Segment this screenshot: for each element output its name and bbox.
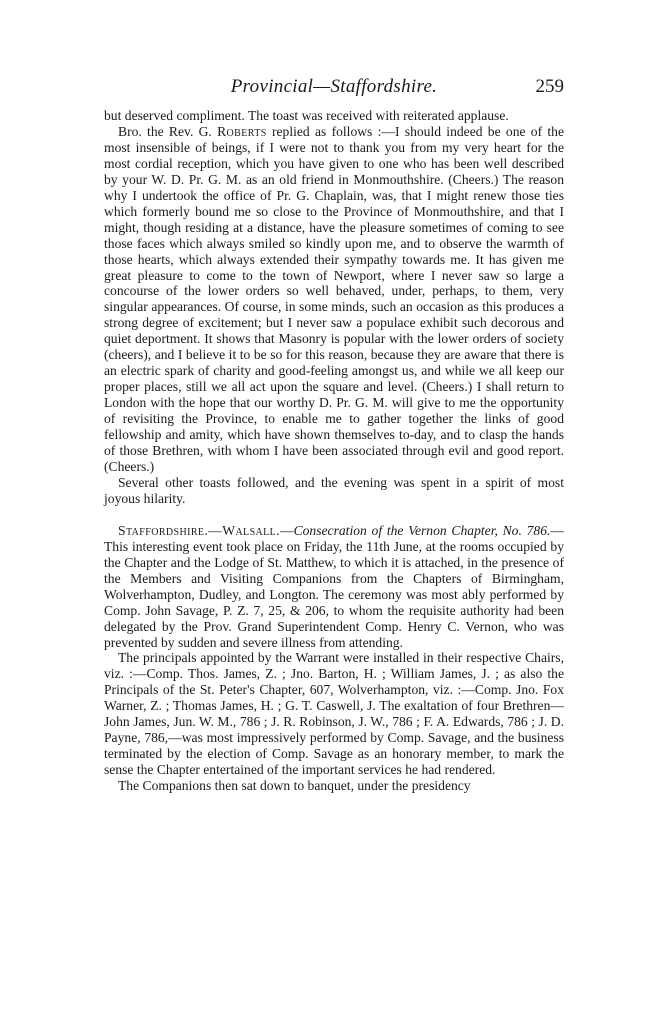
paragraph-principals: The principals appointed by the Warrant were installed in their respective Chairs, viz. :—Comp. Thos. James, Z. ; Jno. Barton, H. ; William James, J. ; as also the Principals of the St. Peter's Chapter, 607, Wolverhampton, viz. :—Comp. Jno. Fox Warner, Z. ; Thomas James, H. ; G. T. Caswell, J. The exaltation of four Brethren—John James, Jun. W. M., 786 ; J. R. Robinson, J. W., 786 ; F. A. Edwards, 786 ; J. D. Payne, 786,—was most impressively performed by Comp. Savage, and the business terminated by the election of Comp. Savage as an honorary member, to mark the sense the Chapter entertained of the important services he had rendered. [104,650,564,778]
section-place-heading: Staffordshire.—Walsall. [118,522,280,538]
running-head [104,76,564,100]
section-dash: — [279,522,294,538]
section-text: —This interesting event took place on Friday, the 11th June, at the rooms occupied by the Chapter and the Lodge of St. Matthew, to which it is attached, in the presence of the Members and Visiting Companions from the Chapters of Birmingham, Wolverhampton, Dudley, and Longton. The ceremony was most ably performed by Comp. John Savage, P. Z. 7, 25, & 206, to whom the requisite authority had been delegated by the Prov. Grand Superintendent Comp. Henry C. Vernon, who was prevented by sudden and severe illness from attending. [104,522,564,650]
paragraph-other-toasts: Several other toasts followed, and the evening was spent in a spirit of most joyous hilarity. [104,474,564,506]
speaker-name: Roberts [217,123,267,139]
speech-text: replied as follows :—I should indeed be one of the most insensible of beings, if I were not to thank you from my very heart for the most cordial reception, which you have given to one who has been well described by your W. D. Pr. G. M. as an old friend in Monmouthshire. (Cheers.) The reason why I undertook the office of Pr. G. Chaplain, was, that I might renew those ties which formerly bound me so close to the Province of Monmouthshire, and that I might, though residing at a distance, have the pleasure sometimes of coming to see those faces which always smiled so kindly upon me, and to observe the warmth of those hearts, which always extended their sympathy towards me. It has given me great pleasure to come to the town of Newport, where I never saw so large a concourse of the lower orders so well behaved, under, perhaps, to them, very singular appearances. Of course, in some minds, such an occasion as this produces a strong degree of excitement; but I never saw a populace exhibit such decorous and quiet deportment. It shows that Masonry is popular with the lower orders of society (cheers), and I believe it to be so for this reason, because they are aware that there is an electric spark of charity and good-feeling amongst us, and while we all keep our proper places, still we all act upon the square and level. (Cheers.) I shall return to London with the hope that our worthy D. Pr. G. M. will give to me the opportunity of revisiting the Province, to enable me to gather together the links of good fellowship and amity, which have shown themselves to-day, and to clasp the hands of those Brethren, with whom I have been associated through evil and good report. (Cheers.) [104,123,564,474]
section-title: Consecration of the Vernon Chapter, No. 786. [293,522,551,538]
paragraph-walsall-report [104,523,564,651]
running-title: Provincial—Staffordshire. [230,76,438,97]
page-number: 259 [535,76,564,97]
body-text [104,108,564,794]
paragraph-roberts-speech [104,124,564,475]
paragraph-banquet: The Companions then sat down to banquet, under the presidency [118,778,471,794]
paragraph-toast-applause: but deserved compliment. The toast was received with reiterated applause. [104,108,509,123]
speech-intro: Bro. the Rev. G. [118,123,218,139]
